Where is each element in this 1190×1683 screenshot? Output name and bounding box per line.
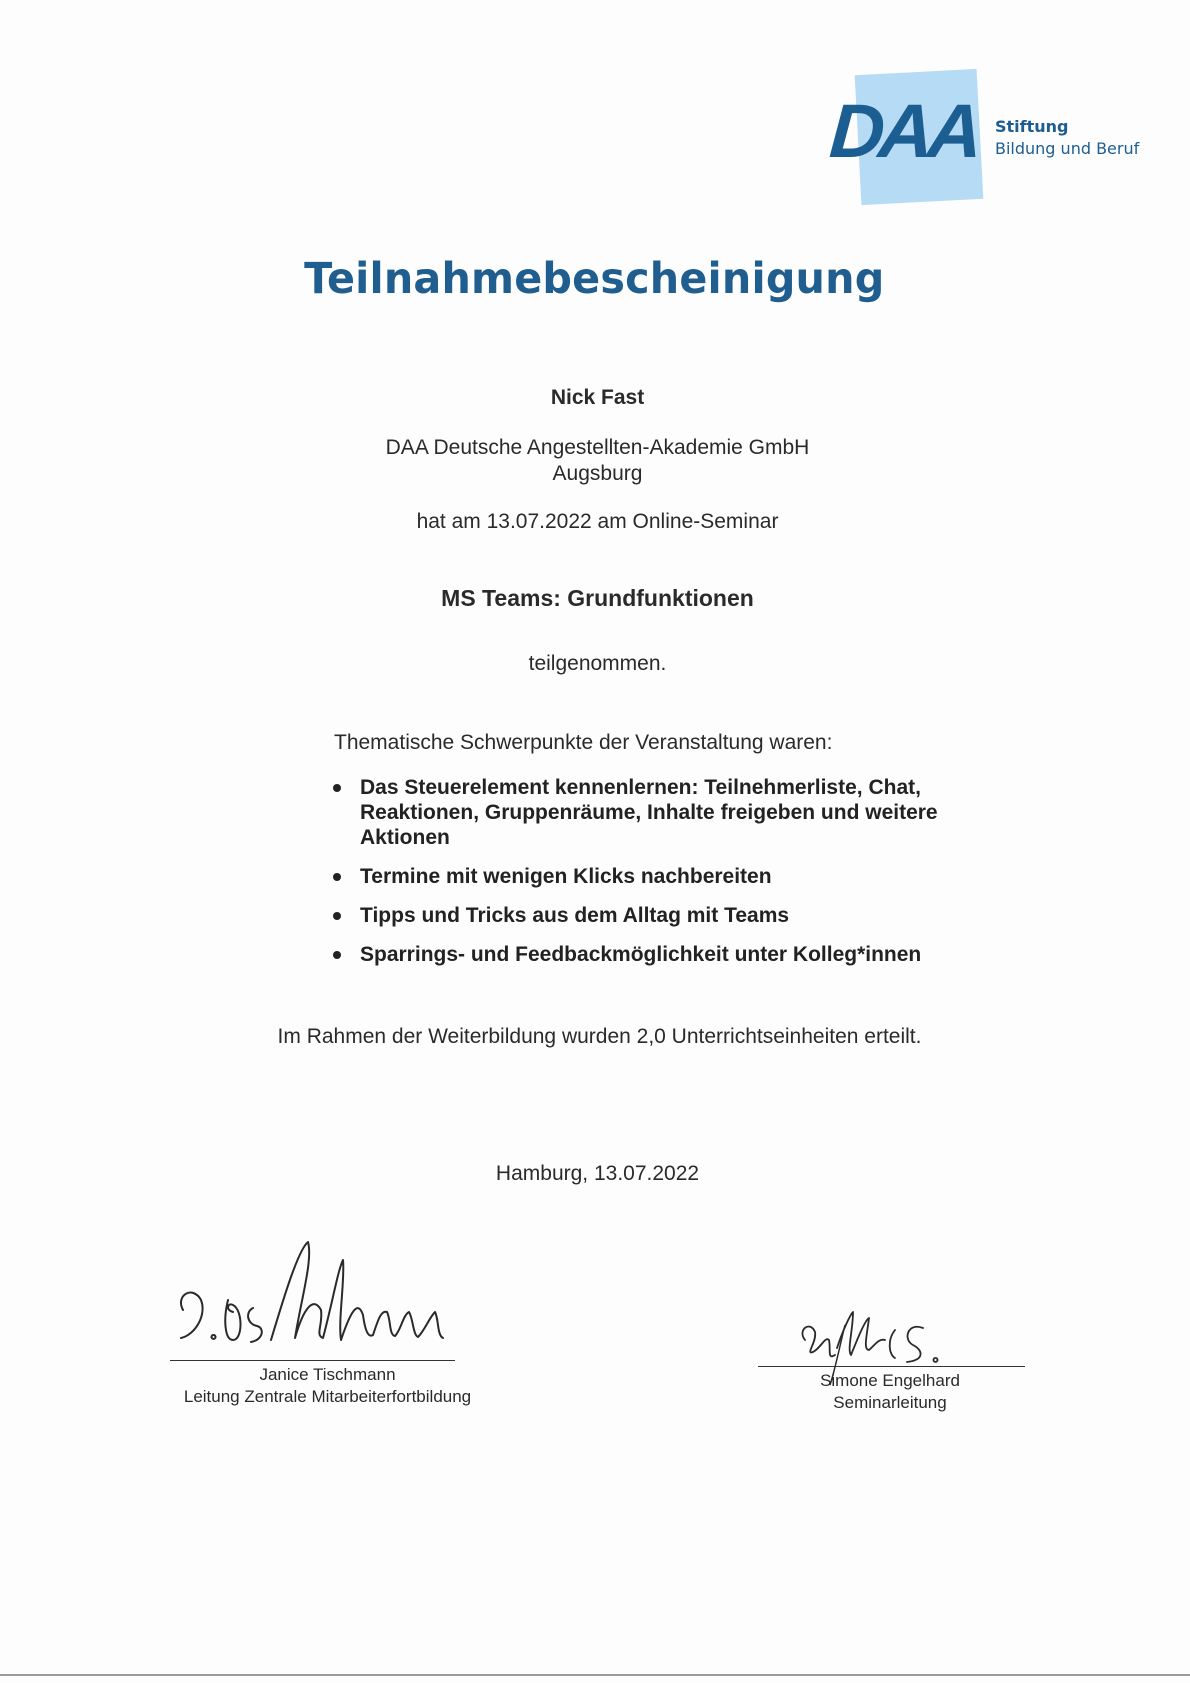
daa-logo <box>827 70 1150 210</box>
signature-right-scribble <box>795 1300 1015 1380</box>
organization-line-2: Augsburg <box>552 462 643 485</box>
topic-text: Sparrings- und Feedbackmöglichkeit unter Kolleg*innen <box>360 943 922 966</box>
signatory-role: Seminarleitung <box>833 1393 947 1412</box>
signatory-role: Leitung Zentrale Mitarbeiterfortbildung <box>183 1387 472 1406</box>
list-item <box>330 864 1030 889</box>
teaching-units-text: Im Rahmen der Weiterbildung wurden 2,0 Unterrichtseinheiten erteilt. <box>277 1025 922 1048</box>
topics-list <box>330 775 1030 981</box>
bullet-icon <box>333 873 341 881</box>
focus-intro: Thematische Schwerpunkte der Veranstaltung waren: <box>334 731 833 754</box>
signature-left-scribble <box>173 1240 463 1360</box>
signatory-name: Janice Tischmann <box>259 1365 396 1384</box>
seminar-title: MS Teams: Grundfunktionen <box>441 585 754 611</box>
signature-right-caption <box>755 1370 1025 1414</box>
list-item <box>330 942 1030 967</box>
scan-edge-line <box>0 1674 1190 1676</box>
logo-text <box>995 116 1139 160</box>
place-date: Hamburg, 13.07.2022 <box>495 1162 700 1185</box>
participated-text: teilgenommen. <box>528 652 667 675</box>
topic-text: Das Steuerelement kennenlernen: Teilnehmerliste, Chat, Reaktionen, Gruppenräume, Inhalte freigeben und weitere Aktionen <box>360 776 938 849</box>
certificate-title-text: Teilnahmebescheinigung <box>303 254 885 304</box>
bullet-icon <box>333 912 341 920</box>
list-item <box>330 903 1030 928</box>
list-item <box>330 775 1030 850</box>
participant-name: Nick Fast <box>550 386 645 409</box>
bullet-icon <box>333 951 341 959</box>
organization-line-1: DAA Deutsche Angestellten-Akademie GmbH <box>385 436 810 459</box>
topic-text: Tipps und Tricks aus dem Alltag mit Teams <box>360 904 790 927</box>
signature-left-caption <box>165 1364 490 1408</box>
logo-letters: DAA <box>827 89 980 174</box>
topic-text: Termine mit wenigen Klicks nachbereiten <box>360 865 772 888</box>
date-line: hat am 13.07.2022 am Online-Seminar <box>416 510 779 533</box>
signature-line <box>170 1360 455 1361</box>
certificate-title <box>0 254 1189 304</box>
logo-line-2: Bildung und Beruf <box>995 139 1140 158</box>
logo-line-1: Stiftung <box>995 117 1069 136</box>
signature-line <box>758 1366 1025 1367</box>
bullet-icon <box>333 784 341 792</box>
signatory-name: Simone Engelhard <box>820 1371 960 1390</box>
